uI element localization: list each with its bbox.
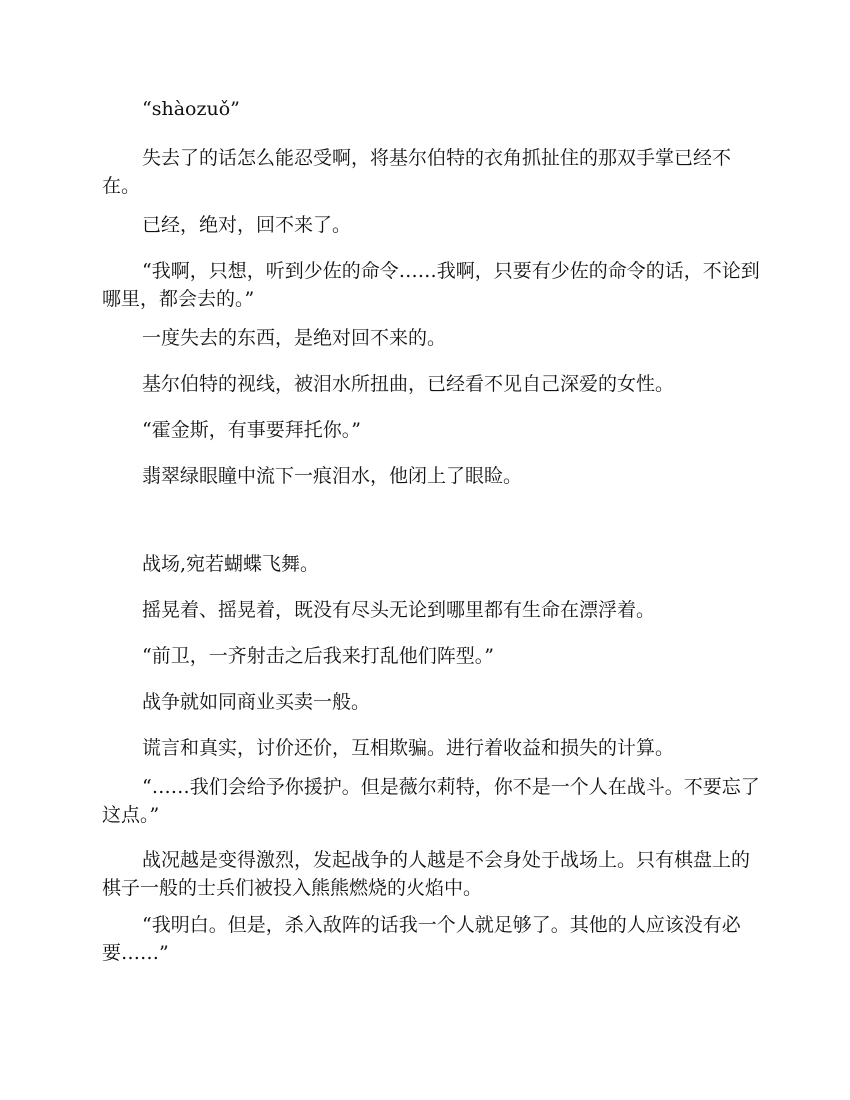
paragraph-7: “霍金斯，有事要拜托你。”: [142, 419, 361, 441]
paragraph-8: 翡翠绿眼瞳中流下一痕泪水，他闭上了眼睑。: [142, 465, 523, 487]
paragraph-16: “我明白。但是，杀入敌阵的话我一个人就足够了。其他的人应该没有必要……”: [102, 914, 741, 964]
paragraph-12: 战争就如同商业买卖一般。: [142, 691, 371, 713]
paragraph-9: 战场,宛若蝴蝶飞舞。: [142, 553, 320, 575]
paragraph-13: 谎言和真实，讨价还价，互相欺骗。进行着收益和损失的计算。: [142, 737, 675, 759]
paragraph-4: “我啊，只想，听到少佐的命令……我啊，只要有少佐的命令的话，不论到哪里，都会去的。”: [102, 260, 760, 310]
paragraph-3: 已经，绝对，回不来了。: [142, 214, 352, 236]
paragraph-1: “shàozuǒ”: [142, 98, 240, 120]
paragraph-14: “……我们会给予你援护。但是薇尔莉特，你不是一个人在战斗。不要忘了这点。”: [102, 776, 760, 826]
paragraph-5: 一度失去的东西，是绝对回不来的。: [142, 327, 447, 349]
paragraph-11: “前卫，一齐射击之后我来打乱他们阵型。”: [142, 645, 494, 667]
paragraph-6: 基尔伯特的视线，被泪水所扭曲，已经看不见自己深爱的女性。: [142, 373, 675, 395]
paragraph-2: 失去了的话怎么能忍受啊，将基尔伯特的衣角抓扯住的那双手掌已经不在。: [102, 147, 732, 197]
paragraph-15: 战况越是变得激烈，发起战争的人越是不会身处于战场上。只有棋盘上的棋子一般的士兵们被投入熊熊燃烧的火焰中。: [102, 849, 751, 899]
paragraph-10: 摇晃着、摇晃着，既没有尽头无论到哪里都有生命在漂浮着。: [142, 599, 656, 621]
